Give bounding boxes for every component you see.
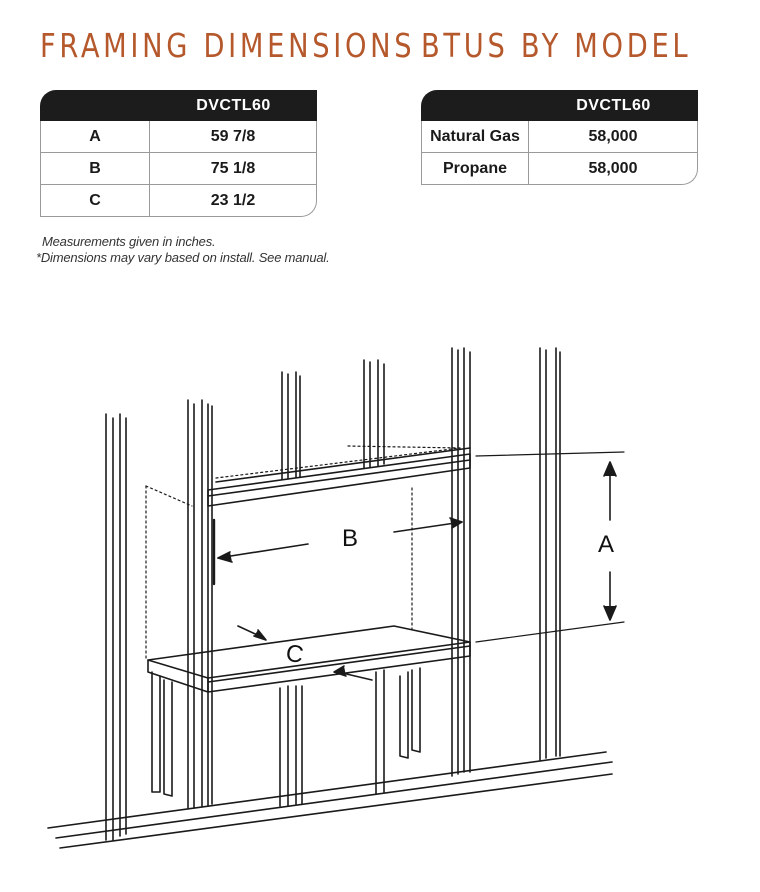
table-row (40, 153, 317, 185)
header-blank-cell (40, 90, 150, 121)
measurement-notes (36, 234, 329, 266)
table-row (40, 185, 317, 217)
header-beam (208, 448, 470, 506)
row-value: 75 1/8 (150, 153, 317, 185)
framing-dimensions-heading: FRAMING DIMENSIONS (40, 26, 416, 65)
dimension-b (218, 518, 462, 562)
hearth-platform (148, 626, 470, 806)
stud-far-left (106, 414, 126, 840)
dimension-a-label: A (598, 531, 615, 558)
note-units: Measurements given in inches. (42, 234, 216, 249)
row-value: 59 7/8 (150, 121, 317, 153)
table-row (40, 121, 317, 153)
stud-right-opening (452, 348, 470, 776)
framing-diagram (0, 320, 760, 880)
table-row (421, 153, 698, 185)
row-value: 58,000 (529, 121, 698, 153)
header-model-cell: DVCTL60 (150, 90, 317, 121)
row-value: 23 1/2 (150, 185, 317, 217)
floor-plate (48, 752, 612, 848)
row-value: 58,000 (529, 153, 698, 185)
table-header-row (40, 90, 317, 121)
row-label: B (40, 153, 150, 185)
stud-far-right (540, 348, 560, 760)
header-blank-cell (421, 90, 529, 121)
row-label: C (40, 185, 150, 217)
row-label: Natural Gas (421, 121, 529, 153)
dimension-b-label: B (342, 525, 359, 552)
btus-by-model-table (421, 90, 698, 185)
row-label: Propane (421, 153, 529, 185)
table-header-row (421, 90, 698, 121)
dimension-c-label: C (283, 639, 306, 670)
header-model-cell: DVCTL60 (529, 90, 698, 121)
framing-dimensions-table (40, 90, 317, 217)
dimension-a (476, 452, 624, 642)
btus-by-model-heading: BTUS BY MODEL (421, 26, 692, 65)
row-label: A (40, 121, 150, 153)
note-disclaimer: *Dimensions may vary based on install. See manual. (36, 250, 330, 265)
stud-left-opening (188, 400, 214, 808)
table-row (421, 121, 698, 153)
